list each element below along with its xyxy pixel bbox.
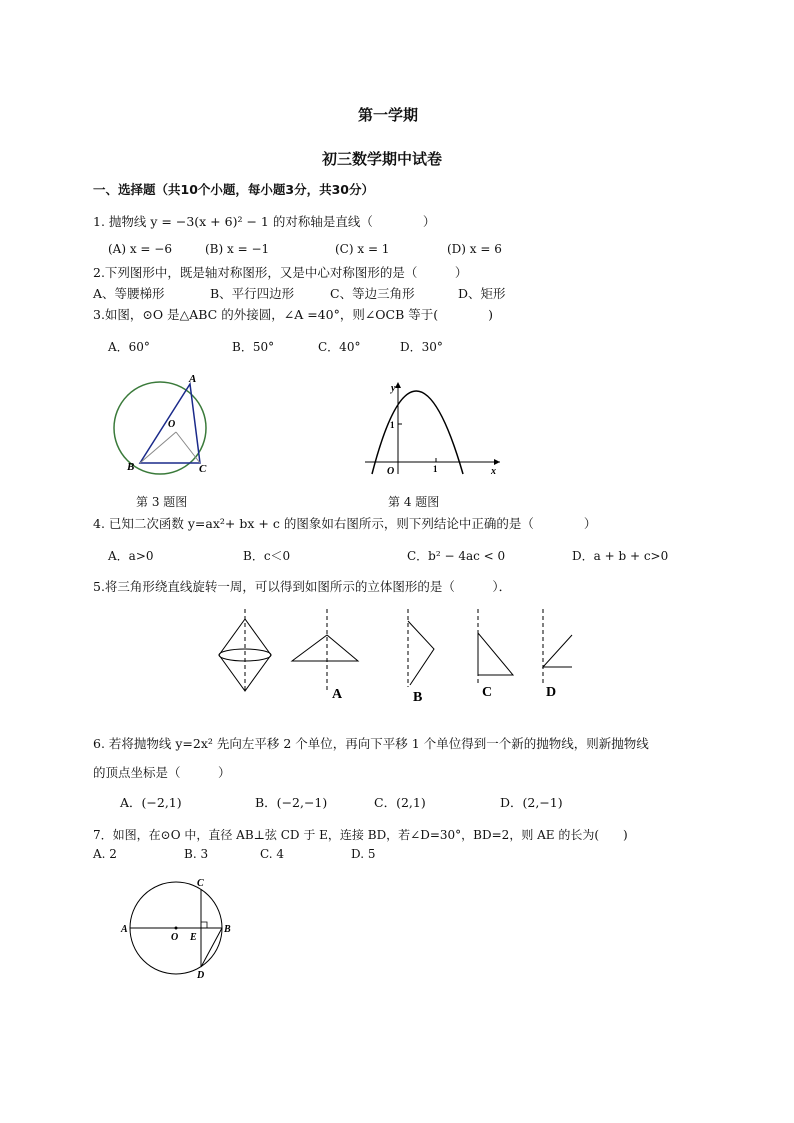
label-c: C: [199, 463, 207, 475]
q1-option-b: (B) x = −1: [205, 242, 270, 256]
label-option-a: A: [332, 687, 343, 702]
q3-figure: [110, 370, 230, 480]
right-angle-mark: [201, 922, 207, 928]
q2-option-b: B、平行四边形: [210, 286, 295, 301]
question-5: 5.将三角形绕直线旋转一周，可以得到如图所示的立体图形的是（ ）．: [93, 579, 512, 594]
q3-caption: 第 3 题图: [136, 495, 188, 509]
label-b: B: [224, 924, 231, 935]
q3-option-d: D．30°: [400, 340, 443, 354]
label-x-one: 1: [433, 464, 438, 474]
q5-figures: [210, 605, 580, 705]
q3-option-c: C．40°: [318, 340, 361, 354]
question-4: 4. 已知二次函数 y=ax²+ bx + c 的图象如右图所示，则下列结论中正确的是（ ）: [93, 516, 597, 531]
label-a: A: [189, 373, 197, 385]
q7-option-c: C. 4: [260, 847, 285, 861]
section-heading: 一、选择题（共10个小题，每小题3分，共30分）: [93, 182, 374, 197]
question-6-line1: 6. 若将抛物线 y=2x² 先向左平移 2 个单位，再向下平移 1 个单位得到一个新的抛物线，则新抛物线: [93, 736, 649, 751]
question-3: 3.如图，⊙O 是△ABC 的外接圆，∠A =40°，则∠OCB 等于( ): [93, 307, 494, 322]
question-7: 7．如图，在⊙O 中，直径 AB⊥弦 CD 于 E，连接 BD，若∠D=30°，BD=2，则 AE 的长为( ): [93, 828, 628, 842]
q2-option-d: D、矩形: [458, 286, 506, 301]
q6-option-a: A．(−2,1): [120, 795, 182, 810]
center-point: [175, 927, 178, 930]
page-title: 第一学期: [358, 106, 419, 124]
question-2: 2.下列图形中，既是轴对称图形，又是中心对称图形的是（ ）: [93, 265, 468, 280]
q6-option-c: C．(2,1): [374, 795, 426, 810]
q6-option-d: D．(2,−1): [500, 795, 563, 810]
segment-ob: [140, 432, 176, 463]
label-c: C: [197, 878, 204, 889]
q3-option-b: B．50°: [232, 340, 275, 354]
label-e: E: [190, 932, 197, 943]
q3-option-a: A．60°: [108, 340, 150, 354]
label-y-one: 1: [390, 420, 395, 430]
exam-title: 初三数学期中试卷: [322, 150, 443, 168]
label-a: A: [121, 924, 128, 935]
label-x: x: [491, 466, 496, 477]
q2-option-a: A、等腰梯形: [93, 286, 165, 301]
q6-option-b: B．(−2,−1): [255, 795, 328, 810]
q1-option-c: (C) x = 1: [335, 242, 390, 256]
question-1: 1. 抛物线 y = −3(x + 6)² − 1 的对称轴是直线（ ）: [93, 214, 436, 229]
q4-option-d: D．a + b + c>0: [572, 549, 669, 563]
label-option-c: C: [482, 685, 493, 700]
question-6-line2: 的顶点坐标是（ ）: [93, 765, 231, 780]
q4-figure: [360, 378, 505, 478]
q7-option-a: A. 2: [93, 847, 117, 861]
triangle-c: [478, 633, 513, 675]
label-d: D: [197, 970, 205, 981]
q2-option-c: C、等边三角形: [330, 286, 415, 301]
segment-bd: [201, 928, 222, 967]
q1-option-a: (A) x = −6: [108, 242, 172, 256]
q4-option-c: C．b² − 4ac < 0: [407, 549, 506, 563]
label-option-b: B: [413, 690, 423, 705]
x-axis-arrow: [494, 459, 500, 465]
y-axis-arrow: [395, 382, 401, 388]
q4-option-b: B．c＜0: [243, 549, 291, 563]
label-o: O: [168, 419, 176, 430]
label-option-d: D: [546, 685, 557, 700]
triangle-d: [543, 635, 572, 667]
q7-figure: [118, 872, 248, 982]
triangle-b: [408, 621, 434, 685]
label-b: B: [127, 461, 135, 473]
q4-caption: 第 4 题图: [388, 495, 440, 509]
label-origin: O: [387, 466, 395, 477]
label-o: O: [171, 932, 179, 943]
label-y: y: [391, 383, 396, 394]
q7-option-b: B. 3: [184, 847, 209, 861]
q4-option-a: A．a>0: [108, 549, 154, 563]
q7-option-d: D. 5: [351, 847, 376, 861]
triangle-a: [292, 635, 358, 661]
q1-option-d: (D) x = 6: [447, 242, 502, 256]
